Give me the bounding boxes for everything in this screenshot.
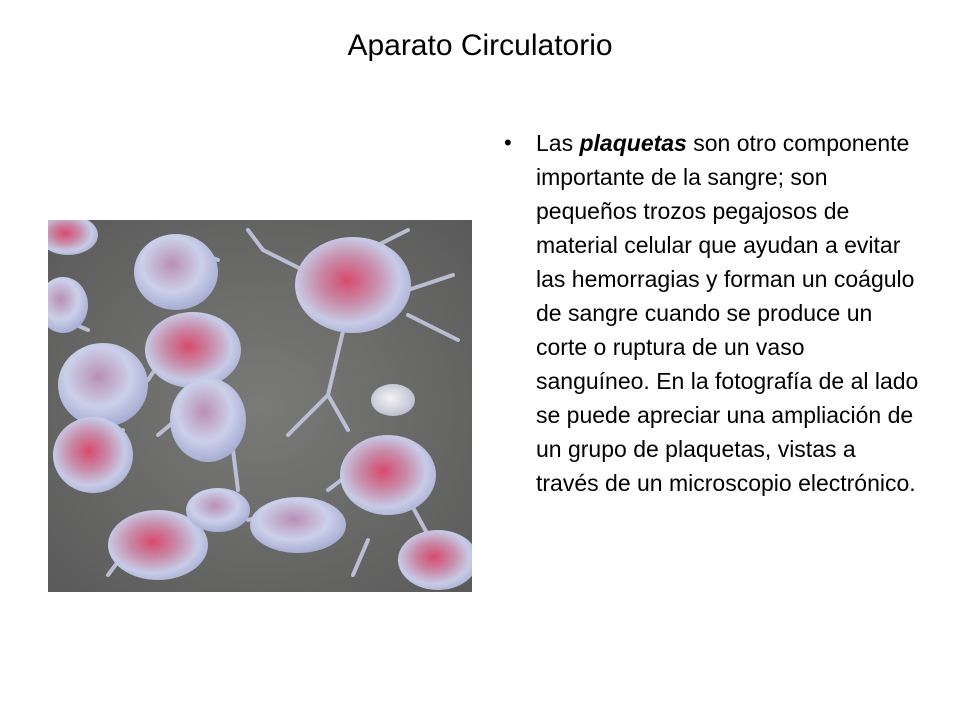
platelet-cell: [58, 343, 148, 427]
bullet-item: [500, 126, 920, 500]
platelet-cell: [250, 497, 346, 553]
platelet-cell: [134, 234, 218, 310]
content-area: [500, 126, 920, 500]
bullet-text-rest: son otro componente importante de la sangre; son pequeños trozos pegajosos de material celular que ayudan a evitar las hemorragias y forman un coágulo de sangre cuando se produce un corte o ruptura de un vaso sanguíneo. En la fotografía de al lado se puede apreciar una ampliación de un grupo de plaquetas, vistas a través de un microscopio electrónico.: [536, 130, 919, 496]
platelet-cell: [340, 435, 436, 515]
platelet-cell: [371, 384, 415, 416]
slide-title: Aparato Circulatorio: [347, 29, 613, 62]
platelet-cell: [53, 417, 133, 493]
platelets-photo: [48, 220, 472, 592]
bullet-marker: •: [504, 130, 512, 155]
bullet-emphasis: plaquetas: [579, 130, 687, 156]
bullet-text-start: Las: [536, 130, 580, 156]
bullet-list: [500, 126, 920, 500]
platelet-cell: [186, 488, 250, 532]
platelet-cell: [170, 378, 246, 462]
platelet-cell: [145, 312, 241, 388]
platelet-cell: [295, 237, 411, 333]
